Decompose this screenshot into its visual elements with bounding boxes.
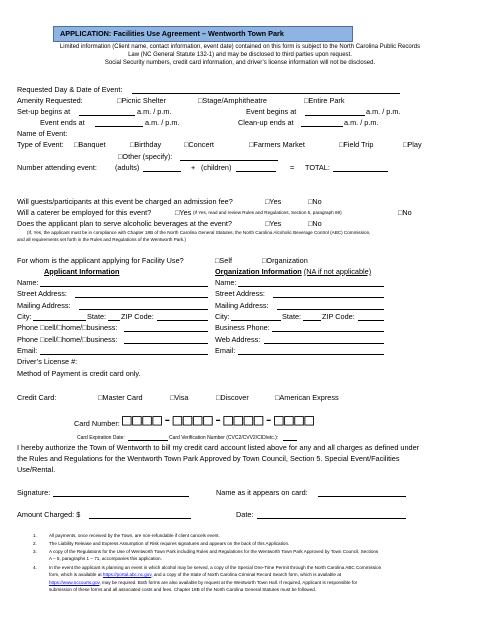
event-type-label: Type of Event: xyxy=(17,140,64,149)
intro-line-3: Social Security numbers, credit card information, and driver’s license information will not be disclosed. xyxy=(104,60,376,66)
admission-fee-yes-checkbox[interactable]: □Yes xyxy=(265,197,282,206)
note-number-3: 3. xyxy=(33,549,37,554)
applicant-city-field[interactable] xyxy=(33,320,86,321)
authorize-line-1: I hereby authorize the Town of Wentworth to bill my credit card account listed above for any and all charges as defined under xyxy=(17,443,420,452)
event-ends-label: Event ends at xyxy=(40,118,85,127)
card-number-label: Card Number: xyxy=(74,419,120,428)
authorize-line-2: the Rules and Regulations for the Wentworth Town Park Approved by Town Council, Section 5. Special Event/Facilities xyxy=(17,454,400,463)
org-city-label: City: xyxy=(215,312,230,321)
applicant-name-label: Name: xyxy=(17,278,39,287)
setup-time-field[interactable] xyxy=(79,115,135,116)
date-field[interactable] xyxy=(257,518,406,519)
org-email-field[interactable] xyxy=(238,354,384,355)
caterer-question: Will a caterer be employed for this event? xyxy=(17,208,152,217)
name-on-card-field[interactable] xyxy=(318,496,406,497)
note-4b xyxy=(49,572,341,578)
org-business-phone-label: Business Phone: xyxy=(215,323,270,332)
cleanup-ends-label: Clean-up ends at xyxy=(238,118,294,127)
for-whom-organization-checkbox[interactable]: □Organization xyxy=(262,256,308,265)
org-state-label: State: xyxy=(282,312,302,321)
caterer-yes-checkbox[interactable]: □Yes xyxy=(175,208,192,217)
caterer-no-checkbox[interactable]: □No xyxy=(398,208,412,217)
type-play-checkbox[interactable]: □Play xyxy=(403,140,422,149)
attending-children-label: (children) xyxy=(201,163,232,172)
amenity-entire-park-checkbox[interactable]: □Entire Park xyxy=(304,96,345,105)
org-state-field[interactable] xyxy=(303,320,321,321)
org-name-label: Name: xyxy=(215,278,237,287)
type-concert-checkbox[interactable]: □Concert xyxy=(184,140,214,149)
admission-fee-no-checkbox[interactable]: □No xyxy=(308,197,322,206)
event-begins-field[interactable] xyxy=(305,115,365,116)
payment-method-note: Method of Payment is credit card only. xyxy=(17,369,141,378)
applicant-city-label: City: xyxy=(17,312,32,321)
org-zip-label: ZIP Code: xyxy=(322,312,355,321)
applicant-zip-label: ZIP Code: xyxy=(121,312,154,321)
org-name-field[interactable] xyxy=(238,286,384,287)
signature-label: Signature: xyxy=(17,488,51,497)
attending-children-field[interactable] xyxy=(236,171,276,172)
note-1: All payments, once received by the Town, are non-refundable if client cancels event. xyxy=(49,533,220,538)
for-whom-question: For whom is the applicant applying for Facility Use? xyxy=(17,256,184,265)
authorize-line-3: Use/Rental. xyxy=(17,465,56,474)
org-city-field[interactable] xyxy=(231,320,281,321)
applicant-name-field[interactable] xyxy=(40,286,208,287)
org-street-label: Street Address: xyxy=(215,289,265,298)
alcohol-no-checkbox[interactable]: □No xyxy=(308,219,322,228)
setup-ampm: a.m. / p.m. xyxy=(137,107,172,116)
attending-label: Number attending event: xyxy=(17,163,97,172)
type-other-checkbox[interactable]: □Other (specify): xyxy=(118,152,173,161)
card-visa-checkbox[interactable]: □Visa xyxy=(170,393,189,402)
card-verification-label: Card Verification Number (CVC2/CVV2/CID/etc.): xyxy=(169,435,279,441)
amount-charged-field[interactable] xyxy=(89,518,191,519)
note-number-1: 1. xyxy=(33,533,37,538)
amenity-stage-checkbox[interactable]: □Stage/Amphitheatre xyxy=(198,96,267,105)
applicant-info-header: Applicant Information xyxy=(44,267,120,276)
note-4b-pre: form, which is available at xyxy=(49,572,102,577)
type-birthday-checkbox[interactable]: □Birthday xyxy=(130,140,162,149)
cleanup-ends-field[interactable] xyxy=(301,126,343,127)
note-3b: A – 5, paragraphs 1 – 71, accompanies this application. xyxy=(49,556,162,561)
for-whom-self-checkbox[interactable]: □Self xyxy=(215,256,232,265)
attending-total-field[interactable] xyxy=(333,171,388,172)
intro-line-2: Law (NC General Statute 132-1) and may be disclosed to third parties upon request. xyxy=(128,52,352,58)
event-begins-ampm: a.m. / p.m. xyxy=(366,107,401,116)
type-farmers-market-checkbox[interactable]: □Farmers Market xyxy=(249,140,305,149)
event-ends-field[interactable] xyxy=(95,126,143,127)
intro-line-1: Limited information (Client name, contact information, event date) contained on this form is subject to the North Carolina Public Records xyxy=(59,44,421,50)
attending-total-label: TOTAL: xyxy=(305,163,330,172)
alcohol-yes-checkbox[interactable]: □Yes xyxy=(265,219,282,228)
requested-day-field[interactable] xyxy=(132,93,400,94)
type-other-field[interactable] xyxy=(180,160,278,161)
abc-portal-link[interactable]: https://portal.abc.nc.gov xyxy=(102,572,152,577)
org-info-header: Organization Information xyxy=(215,267,302,276)
attending-adults-label: (adults) xyxy=(115,163,140,172)
note-number-4: 4. xyxy=(33,565,37,570)
amenity-label: Amenity Requested: xyxy=(17,96,83,105)
applicant-phone1-label: Phone □cell/□home/□business: xyxy=(17,323,118,332)
org-email-label: Email: xyxy=(215,346,236,355)
card-expiration-label: Card Expiration Date: xyxy=(77,435,125,441)
cleanup-ends-ampm: a.m. / p.m. xyxy=(344,118,379,127)
org-mailing-field[interactable] xyxy=(277,309,384,310)
org-zip-field[interactable] xyxy=(358,320,384,321)
card-discover-checkbox[interactable]: □Discover xyxy=(216,393,249,402)
note-4c-post: , may be required. Both forms are also available by request at the Wentworth Town Hall. If required, Applicant is responsible for xyxy=(99,580,358,585)
admission-fee-question: Will guests/participants at this event be charged an admission fee? xyxy=(17,197,233,206)
org-business-phone-field[interactable] xyxy=(272,331,384,332)
nccourts-link[interactable]: https://www.nccourts.gov xyxy=(49,580,100,585)
type-banquet-checkbox[interactable]: □Banquet xyxy=(74,140,106,149)
org-web-field[interactable] xyxy=(264,343,384,344)
note-4c xyxy=(49,580,357,586)
name-on-card-label: Name as it appears on card: xyxy=(216,488,308,497)
attending-plus: + xyxy=(191,163,196,172)
amount-charged-label: Amount Charged: $ xyxy=(17,510,81,519)
card-expiration-field[interactable] xyxy=(128,440,168,441)
date-label: Date: xyxy=(236,510,254,519)
note-4d: submission of these forms and all associated costs and fees. Chapter 18B of the North Carolina General Statutes must be followed. xyxy=(49,587,317,592)
attending-adults-field[interactable] xyxy=(143,171,181,172)
org-web-label: Web Address: xyxy=(215,335,261,344)
org-mailing-label: Mailing Address: xyxy=(215,301,269,310)
org-info-header-wrap xyxy=(215,267,371,276)
org-street-field[interactable] xyxy=(273,297,384,298)
title-banner xyxy=(53,26,353,42)
requested-day-label: Requested Day & Date of Event: xyxy=(17,85,123,94)
applicant-street-label: Street Address: xyxy=(17,289,67,298)
alcohol-note-1: (If, Yes, the applicant must be in compliance with Chapter 18B of the North Carolina General Statutes, the North Carolina Alcoholic Beverage Control (ABC) Commission, xyxy=(27,230,371,235)
drivers-license-label: Driver’s License #: xyxy=(17,357,78,366)
card-amex-checkbox[interactable]: □American Express xyxy=(275,393,339,402)
org-info-header-note: (NA if not applicable) xyxy=(303,267,372,276)
event-name-label: Name of Event: xyxy=(17,129,68,138)
note-4b-post: , and a copy of the State of North Carolina Criminal Record Search form, which is available at xyxy=(151,572,342,577)
credit-card-label: Credit Card: xyxy=(17,393,57,402)
applicant-state-field[interactable] xyxy=(108,320,120,321)
applicant-email-field[interactable] xyxy=(40,354,208,355)
attending-equals: = xyxy=(290,163,295,172)
type-field-trip-checkbox[interactable]: □Field Trip xyxy=(339,140,374,149)
applicant-phone2-label: Phone □cell/□home/□business: xyxy=(17,335,118,344)
card-mastercard-checkbox[interactable]: □Master Card xyxy=(98,393,143,402)
note-2: The Liability Release and Express Assumption of Risk requires signatures and appears on the back of this Application. xyxy=(49,541,290,546)
signature-field[interactable] xyxy=(53,496,189,497)
applicant-phone1-field[interactable] xyxy=(124,331,208,332)
caterer-note: (If Yes, read and review Rules and Regulations, Section 5, paragraph 69) xyxy=(193,210,342,215)
applicant-email-label: Email: xyxy=(17,346,38,355)
page-title: APPLICATION: Facilities Use Agreement – Wentworth Town Park xyxy=(60,29,284,38)
card-verification-field[interactable] xyxy=(283,440,297,441)
applicant-zip-field[interactable] xyxy=(157,320,208,321)
amenity-picnic-shelter-checkbox[interactable]: □Picnic Shelter xyxy=(117,96,167,105)
event-ends-ampm: a.m. / p.m. xyxy=(145,118,180,127)
applicant-phone2-field[interactable] xyxy=(124,343,208,344)
event-begins-label: Event begins at xyxy=(246,107,297,116)
card-number-boxes[interactable]: □□□□-□□□□-□□□□-□□□□ xyxy=(122,410,315,429)
note-4a: In the event the applicant is planning an event in which alcohol may be served, a copy of the Special One-Time Permit through the North Carolina ABC Commission xyxy=(49,565,382,570)
note-number-2: 2. xyxy=(33,541,37,546)
applicant-state-label: State: xyxy=(87,312,107,321)
alcohol-question: Does the applicant plan to serve alcoholic beverages at the event? xyxy=(17,219,232,228)
applicant-street-field[interactable] xyxy=(75,297,208,298)
setup-label: Set-up begins at xyxy=(17,107,71,116)
applicant-mailing-label: Mailing Address: xyxy=(17,301,71,310)
alcohol-note-2: and all requirements set forth in the Rules and Regulations of the Wentworth Park.) xyxy=(17,237,186,242)
applicant-mailing-field[interactable] xyxy=(79,309,208,310)
note-3a: A copy of the Regulations for the Use of Wentworth Town Park including Rules and Regulations for the Wentworth Town Park Approved by Town Council, Sections xyxy=(49,549,379,554)
